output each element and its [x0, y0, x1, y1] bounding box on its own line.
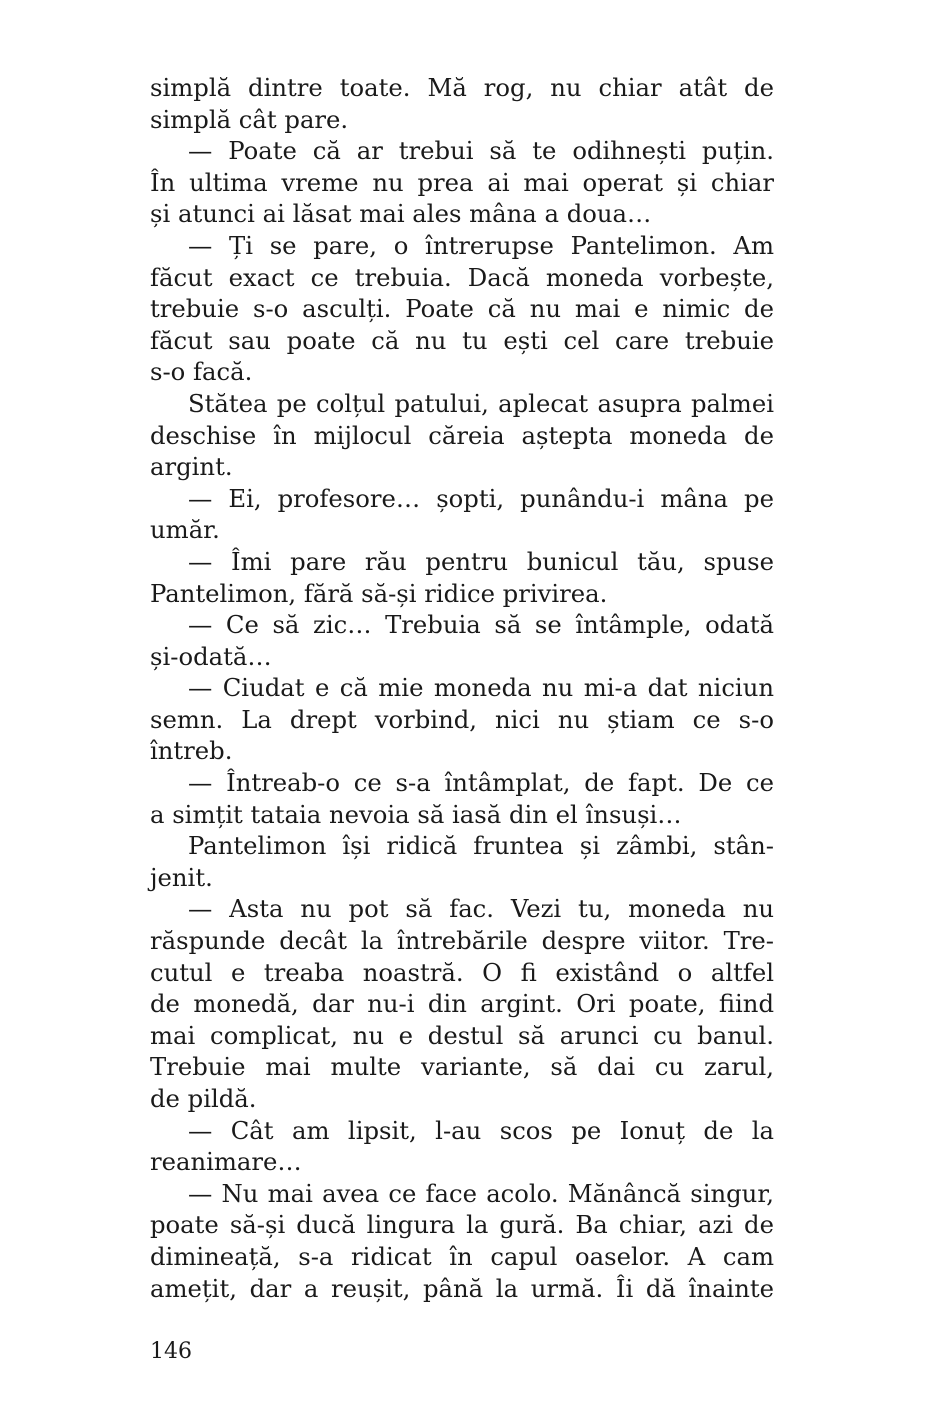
text-line: Pantelimon își ridică fruntea și zâmbi, stân- — [188, 831, 774, 861]
text-line: — Ți se pare, o întrerupse Pantelimon. Am — [188, 230, 774, 260]
text-line: făcut sau poate că nu tu ești cel care trebuie — [150, 325, 774, 355]
text-line: — Îmi pare rău pentru bunicul tău, spuse — [188, 546, 774, 576]
text-line: întreb. — [150, 736, 233, 766]
text-line: — Ce să zic… Trebuia să se întâmple, odată — [188, 610, 774, 640]
text-line: — Întreab-o ce s-a întâmplat, de fapt. De ce — [188, 768, 774, 798]
text-line: a simțit tataia nevoia să iasă din el însuși… — [150, 799, 682, 829]
page-number: 146 — [150, 1339, 192, 1364]
text-line: — Asta nu pot să fac. Vezi tu, moneda nu — [188, 894, 774, 924]
text-line: poate să-și ducă lingura la gură. Ba chiar, azi de — [150, 1210, 774, 1240]
text-line: — Ciudat e că mie moneda nu mi-a dat niciun — [188, 673, 774, 703]
text-line: argint. — [150, 452, 233, 482]
text-line: amețit, dar a reușit, până la urmă. Îi dă înainte — [150, 1273, 774, 1303]
text-line: jenit. — [150, 862, 213, 892]
text-line: de monedă, dar nu-i din argint. Ori poate, fiind — [150, 989, 774, 1019]
text-line: simplă dintre toate. Mă rog, nu chiar atât de — [150, 73, 774, 102]
text-line: de pildă. — [150, 1084, 257, 1113]
body-text — [150, 72, 774, 1304]
text-line: deschise în mijlocul căreia aștepta moneda de — [150, 420, 774, 450]
text-line: — Nu mai avea ce face acolo. Mănâncă singur, — [188, 1178, 774, 1208]
text-line: În ultima vreme nu prea ai mai operat și chiar — [150, 167, 774, 197]
text-line: cutul e treaba noastră. O fi existând o altfel — [150, 957, 774, 987]
text-line: Trebuie mai multe variante, să dai cu zarul, — [150, 1052, 774, 1082]
text-line: simplă cât pare. — [150, 104, 349, 134]
text-line: s-o facă. — [150, 357, 253, 387]
text-line: răspunde decât la întrebările despre viitor. Tre- — [150, 926, 774, 956]
text-line: — Cât am lipsit, l-au scos pe Ionuț de la — [188, 1115, 774, 1145]
text-line: — Poate că ar trebui să te odihnești puțin. — [188, 136, 774, 166]
text-line: reanimare… — [150, 1147, 302, 1177]
text-line: și atunci ai lăsat mai ales mâna a doua… — [150, 199, 652, 229]
text-line: mai complicat, nu e destul să arunci cu banul. — [150, 1020, 774, 1050]
text-line: semn. La drept vorbind, nici nu știam ce s-o — [150, 704, 774, 734]
text-line: umăr. — [150, 515, 220, 545]
text-line: — Ei, profesore… șopti, punându-i mâna pe — [188, 483, 774, 513]
text-line: Stătea pe colțul patului, aplecat asupra palmei — [188, 388, 774, 418]
text-line: dimineață, s-a ridicat în capul oaselor. A cam — [150, 1241, 774, 1271]
text-line: Pantelimon, fără să-și ridice privirea. — [150, 578, 608, 608]
text-line: și-odată… — [150, 641, 272, 671]
text-line: trebuie s-o asculți. Poate că nu mai e nimic de — [150, 294, 774, 324]
text-line: făcut exact ce trebuia. Dacă moneda vorbește, — [150, 262, 774, 292]
